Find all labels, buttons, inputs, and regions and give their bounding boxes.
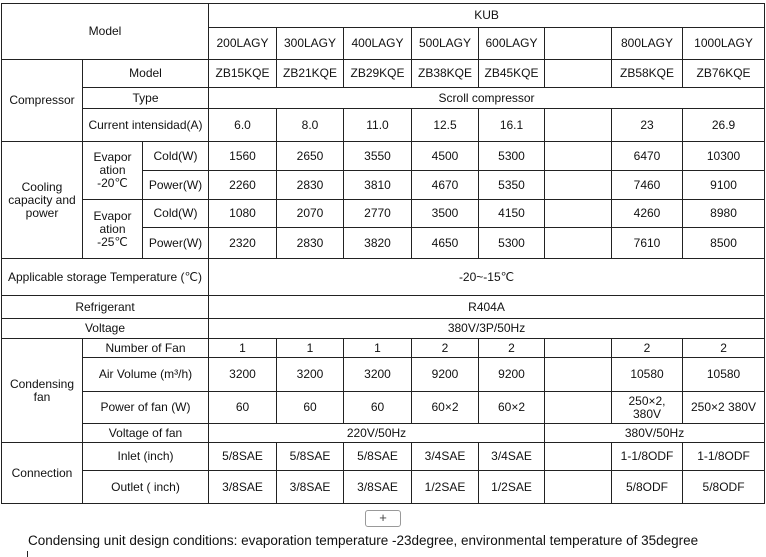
cell [545, 200, 612, 228]
model-name: 400LAGY [344, 28, 412, 60]
cell: 16.1 [479, 109, 545, 142]
cell: 1 [209, 339, 277, 358]
cell: ZB58KQE [612, 60, 683, 88]
cell: 2830 [277, 171, 344, 200]
fan-power-row [2, 392, 765, 424]
cell: 5/8SAE [344, 443, 412, 471]
cell: 8500 [683, 228, 765, 259]
model-name [545, 28, 612, 60]
row-label: Cold(W) [143, 142, 209, 171]
connection-outlet-row [2, 471, 765, 504]
fan-voltage-small: 220V/50Hz [209, 424, 545, 443]
cell: 60×2 [479, 392, 545, 424]
fan-air-row [2, 358, 765, 392]
cell: 9200 [412, 358, 479, 392]
row-label: Air Volume (m³/h) [83, 358, 209, 392]
model-header: Model [2, 4, 209, 60]
cell: 3810 [344, 171, 412, 200]
cell: 9100 [683, 171, 765, 200]
row-label: Voltage [2, 319, 209, 339]
cell: 1/2SAE [412, 471, 479, 504]
row-label: Outlet ( inch) [83, 471, 209, 504]
cell: 10300 [683, 142, 765, 171]
cell: 3550 [344, 142, 412, 171]
cell [545, 339, 612, 358]
cell: 4650 [412, 228, 479, 259]
cell: 23 [612, 109, 683, 142]
cell: 2 [612, 339, 683, 358]
cell: ZB15KQE [209, 60, 277, 88]
row-label: Inlet (inch) [83, 443, 209, 471]
cell [545, 358, 612, 392]
cell: 1 [344, 339, 412, 358]
connection-group: Connection [2, 443, 83, 504]
fan-voltage-row [2, 424, 765, 443]
cell: ZB45KQE [479, 60, 545, 88]
header-row-series [2, 4, 765, 28]
cell: 2770 [344, 200, 412, 228]
cell: 10580 [612, 358, 683, 392]
expand-button[interactable]: + [365, 510, 401, 527]
evaporation-25-label: Evapor ation -25℃ [83, 200, 143, 259]
text-cursor [27, 551, 28, 557]
compressor-model-row [2, 60, 765, 88]
cell: 11.0 [344, 109, 412, 142]
cell: 2070 [277, 200, 344, 228]
refrigerant-value: R404A [209, 296, 765, 319]
model-name: 600LAGY [479, 28, 545, 60]
cell: 5/8ODF [683, 471, 765, 504]
row-label: Cold(W) [143, 200, 209, 228]
evaporation-20-label: Evapor ation -20℃ [83, 142, 143, 200]
model-name: 800LAGY [612, 28, 683, 60]
row-label: Number of Fan [83, 339, 209, 358]
cell: 3/8SAE [209, 471, 277, 504]
cell: 4260 [612, 200, 683, 228]
cell: 2830 [277, 228, 344, 259]
cell: 6470 [612, 142, 683, 171]
cell: 7610 [612, 228, 683, 259]
cell: 5350 [479, 171, 545, 200]
cell: 7460 [612, 171, 683, 200]
cell: 5300 [479, 228, 545, 259]
cooling-cold20-row [2, 142, 765, 171]
cell: 2650 [277, 142, 344, 171]
row-label: Voltage of fan [83, 424, 209, 443]
cell: 4670 [412, 171, 479, 200]
cell: ZB29KQE [344, 60, 412, 88]
connection-inlet-row [2, 443, 765, 471]
cell: 1560 [209, 142, 277, 171]
cell: 2 [412, 339, 479, 358]
cell: 3/8SAE [277, 471, 344, 504]
cell [545, 443, 612, 471]
row-label: Power of fan (W) [83, 392, 209, 424]
model-name: 300LAGY [277, 28, 344, 60]
row-label: Power(W) [143, 228, 209, 259]
compressor-current-row [2, 109, 765, 142]
cell: 9200 [479, 358, 545, 392]
cell [545, 60, 612, 88]
compressor-group: Compressor [2, 60, 83, 142]
cell: 4150 [479, 200, 545, 228]
cell: 3820 [344, 228, 412, 259]
cell: 3200 [277, 358, 344, 392]
row-label: Type [83, 88, 209, 109]
cell: 2 [479, 339, 545, 358]
cell [545, 142, 612, 171]
cell [545, 471, 612, 504]
cell: 2320 [209, 228, 277, 259]
cell: 10580 [683, 358, 765, 392]
cooling-group: Cooling capacity and power [2, 142, 83, 259]
model-name: 500LAGY [412, 28, 479, 60]
cell: ZB21KQE [277, 60, 344, 88]
cooling-cold25-row [2, 200, 765, 228]
cell: 3/8SAE [344, 471, 412, 504]
fan-voltage-large: 380V/50Hz [545, 424, 765, 443]
cell: 6.0 [209, 109, 277, 142]
cell: 60 [209, 392, 277, 424]
cell [545, 109, 612, 142]
row-label: Refrigerant [2, 296, 209, 319]
cell: 60 [277, 392, 344, 424]
cell [545, 171, 612, 200]
cell: 1080 [209, 200, 277, 228]
cell: 1-1/8ODF [612, 443, 683, 471]
cell: 5/8ODF [612, 471, 683, 504]
model-name: 200LAGY [209, 28, 277, 60]
series-header: KUB [209, 4, 765, 28]
spec-table [1, 3, 765, 504]
cell: 5/8SAE [277, 443, 344, 471]
cell: 4500 [412, 142, 479, 171]
refrigerant-row [2, 296, 765, 319]
cell: 12.5 [412, 109, 479, 142]
cell [545, 228, 612, 259]
row-label: Applicable storage Temperature (℃) [2, 259, 209, 296]
cell: 3/4SAE [412, 443, 479, 471]
cell: 2 [683, 339, 765, 358]
cell: 5/8SAE [209, 443, 277, 471]
cell: 60 [344, 392, 412, 424]
storage-value: -20~-15℃ [209, 259, 765, 296]
cell [545, 392, 612, 424]
row-label: Power(W) [143, 171, 209, 200]
cell: 3200 [209, 358, 277, 392]
fan-group: Condensing fan [2, 339, 83, 443]
cell: 250×2 380V [683, 392, 765, 424]
cell: 1/2SAE [479, 471, 545, 504]
voltage-value: 380V/3P/50Hz [209, 319, 765, 339]
cell: 8980 [683, 200, 765, 228]
cell: 26.9 [683, 109, 765, 142]
cell: 2260 [209, 171, 277, 200]
cell: 8.0 [277, 109, 344, 142]
compressor-type: Scroll compressor [209, 88, 765, 109]
row-label: Current intensidad(A) [83, 109, 209, 142]
storage-row [2, 259, 765, 296]
cell: 3200 [344, 358, 412, 392]
cell: ZB38KQE [412, 60, 479, 88]
cell: 5300 [479, 142, 545, 171]
model-name: 1000LAGY [683, 28, 765, 60]
cell: 1 [277, 339, 344, 358]
cell: 3/4SAE [479, 443, 545, 471]
row-label: Model [83, 60, 209, 88]
compressor-type-row [2, 88, 765, 109]
voltage-row [2, 319, 765, 339]
fan-number-row [2, 339, 765, 358]
cell: 3500 [412, 200, 479, 228]
cell: 1-1/8ODF [683, 443, 765, 471]
design-conditions-note: Condensing unit design conditions: evaporation temperature -23degree, environmental temperature of 35degree [28, 533, 699, 548]
cell: ZB76KQE [683, 60, 765, 88]
cell: 60×2 [412, 392, 479, 424]
cell: 250×2, 380V [612, 392, 683, 424]
